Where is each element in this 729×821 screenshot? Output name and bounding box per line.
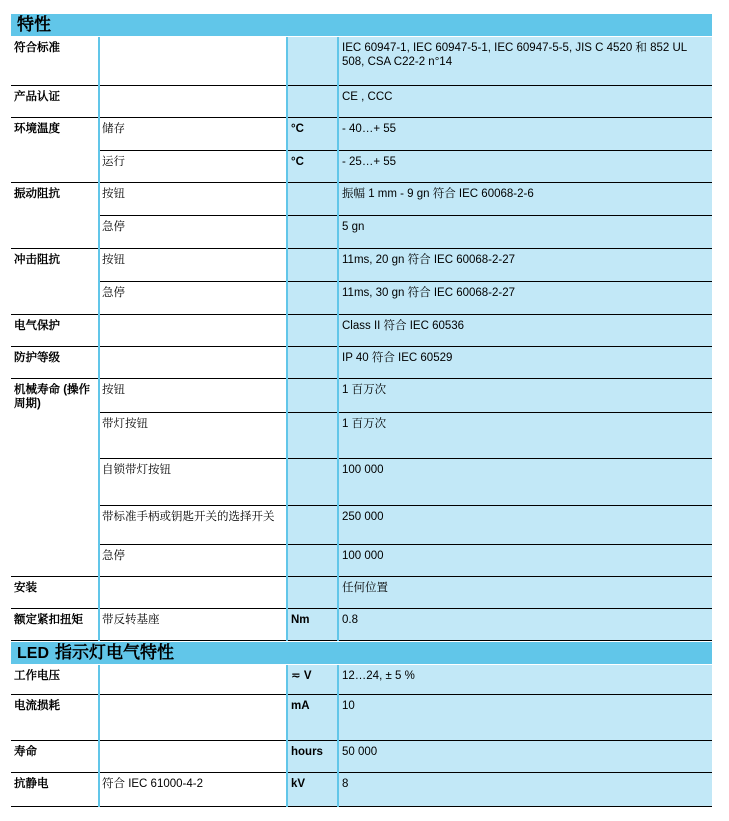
row-sub: 自锁带灯按钮: [102, 464, 171, 476]
row-value: - 40…+ 55: [338, 118, 712, 151]
table-row: [11, 695, 712, 741]
row-unit: hours: [287, 741, 341, 773]
row-value: 12…24, ± 5 %: [338, 665, 712, 695]
table-row: [11, 609, 712, 641]
row-unit: [287, 183, 341, 216]
row-value: 8: [338, 773, 712, 807]
table-row: [11, 577, 712, 609]
row-label: [11, 459, 98, 506]
row-value: 任何位置: [338, 577, 712, 609]
row-sub: 储存: [102, 123, 125, 135]
row-value: 250 000: [338, 506, 712, 545]
row-label: 防护等级: [14, 352, 60, 364]
row-unit: [287, 282, 341, 315]
table-row: [11, 506, 712, 545]
row-value: 1 百万次: [338, 379, 712, 413]
row-unit: ≂ V: [287, 665, 341, 695]
row-label: 环境温度: [14, 123, 60, 135]
row-unit: [287, 577, 341, 609]
row-unit: Nm: [287, 609, 341, 641]
row-sub: 按钮: [102, 254, 125, 266]
row-sub: [99, 86, 290, 118]
row-value: CE , CCC: [338, 86, 712, 118]
row-label: [11, 151, 98, 183]
table-row: [11, 459, 712, 506]
row-value: Class II 符合 IEC 60536: [338, 315, 712, 347]
row-unit: [287, 379, 341, 413]
row-value: 100 000: [338, 545, 712, 577]
row-label: [11, 282, 98, 315]
row-label: [11, 506, 98, 545]
row-value: 50 000: [338, 741, 712, 773]
table-row: [11, 773, 712, 807]
row-value: IEC 60947-1, IEC 60947-5-1, IEC 60947-5-5, JIS C 4520 和 852 UL 508, CSA C22-2 n°14: [338, 37, 712, 86]
table-row: [11, 86, 712, 118]
row-sub: 带标准手柄或钥匙开关的选择开关: [102, 511, 275, 523]
row-sub: 运行: [102, 156, 125, 168]
row-sub: 急停: [102, 221, 125, 233]
row-unit: [287, 216, 341, 249]
table-row: [11, 282, 712, 315]
row-label: 振动阻抗: [14, 188, 60, 200]
section-title-characteristics: 特性: [17, 15, 51, 34]
row-label: 电流损耗: [14, 700, 60, 712]
row-unit: [287, 347, 341, 379]
table-row: [11, 118, 712, 151]
table-row: [11, 413, 712, 459]
table-row: [11, 347, 712, 379]
row-value: 1 百万次: [338, 413, 712, 459]
row-unit: °C: [287, 118, 341, 151]
row-label: 符合标准: [14, 42, 60, 54]
row-unit: mA: [287, 695, 341, 741]
row-label: [11, 216, 98, 249]
row-label: 冲击阻抗: [14, 254, 60, 266]
table-row: [11, 151, 712, 183]
row-unit: °C: [287, 151, 341, 183]
row-unit: [287, 249, 341, 282]
row-value: 11ms, 30 gn 符合 IEC 60068-2-27: [338, 282, 712, 315]
row-sub: [99, 315, 290, 347]
row-sub: [99, 741, 290, 773]
row-unit: [287, 86, 341, 118]
row-value: IP 40 符合 IEC 60529: [338, 347, 712, 379]
row-value: 振幅 1 mm - 9 gn 符合 IEC 60068-2-6: [338, 183, 712, 216]
row-label: 寿命: [14, 746, 37, 758]
row-unit: [287, 545, 341, 577]
row-sub: 按钮: [102, 188, 125, 200]
table-row: [11, 216, 712, 249]
row-unit: kV: [287, 773, 341, 807]
row-label: [11, 413, 98, 459]
row-sub: [99, 577, 290, 609]
row-sub: 急停: [102, 287, 125, 299]
row-unit: [287, 459, 341, 506]
row-unit: [287, 37, 341, 86]
table-row: [11, 545, 712, 577]
row-value: 11ms, 20 gn 符合 IEC 60068-2-27: [338, 249, 712, 282]
row-unit: [287, 413, 341, 459]
table-row: [11, 249, 712, 282]
row-sub: 符合 IEC 61000-4-2: [102, 778, 203, 790]
section-title-led: LED 指示灯电气特性: [17, 643, 174, 662]
table-row: [11, 665, 712, 695]
table-row: [11, 183, 712, 216]
row-label: 安装: [14, 582, 37, 594]
table-row: [11, 37, 712, 86]
row-value: - 25…+ 55: [338, 151, 712, 183]
row-label: 工作电压: [14, 670, 60, 682]
row-sub: [99, 665, 290, 695]
row-label: 电气保护: [14, 320, 60, 332]
table-row: [11, 741, 712, 773]
row-sub: 急停: [102, 550, 125, 562]
row-value: 100 000: [338, 459, 712, 506]
row-label: 额定紧扣扭矩: [14, 614, 83, 626]
row-unit: [287, 506, 341, 545]
row-sub: [99, 695, 290, 741]
row-value: 5 gn: [338, 216, 712, 249]
row-value: 0.8: [338, 609, 712, 641]
row-sub: [99, 347, 290, 379]
table-row: [11, 315, 712, 347]
row-value: 10: [338, 695, 712, 741]
row-sub: 按钮: [102, 384, 125, 396]
row-label: [11, 545, 98, 577]
table-row: [11, 379, 712, 413]
row-label: 产品认证: [14, 91, 60, 103]
row-label: 抗静电: [14, 778, 49, 790]
row-sub: [99, 37, 290, 86]
row-unit: [287, 315, 341, 347]
section-header-characteristics: [11, 14, 712, 36]
row-sub: 带反转基座: [102, 614, 160, 626]
row-label: 机械寿命 (操作周期): [14, 384, 91, 410]
row-sub: 带灯按钮: [102, 418, 148, 430]
